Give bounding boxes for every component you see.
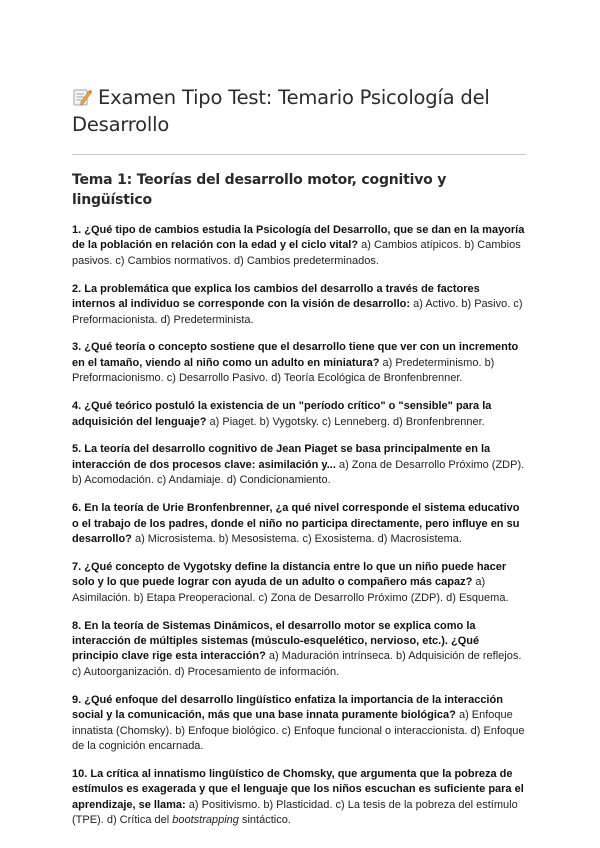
question-item xyxy=(72,399,526,430)
question-options: a) Positivismo. b) Plasticidad. c) La tesis de la pobreza del estímulo (TPE). d) Crítica del xyxy=(72,798,518,827)
question-item xyxy=(72,693,526,755)
question-item xyxy=(72,767,526,829)
question-options: a) Cambios atípicos. b) Cambios pasivos. c) Cambios normativos. d) Cambios predeterminados. xyxy=(72,239,521,267)
document-title xyxy=(72,84,526,138)
question-options: a) Activo. b) Pasivo. c) Preformacionista. d) Predeterminista. xyxy=(72,298,523,326)
question-options-tail: sintáctico. xyxy=(238,814,291,827)
question-item xyxy=(72,282,526,328)
section-heading: Tema 1: Teorías del desarrollo motor, cognitivo y lingüístico xyxy=(72,172,447,208)
question-options: a) Enfoque innatista (Chomsky). b) Enfoque biológico. c) Enfoque funcional o interaccionista. d) Enfoque de la cognición encarnada. xyxy=(72,709,525,752)
question-options: a) Microsistema. b) Mesosistema. c) Exosistema. d) Macrosistema. xyxy=(131,533,462,545)
question-list xyxy=(72,223,526,829)
question-item xyxy=(72,340,526,386)
question-item xyxy=(72,619,526,681)
question-stem: 5. La teoría del desarrollo cognitivo de Jean Piaget se basa principalmente en la interacción de dos procesos clave: asimilación y... xyxy=(72,443,491,471)
question-options: a) Piaget. b) Vygotsky. c) Lenneberg. d) Bronfenbrenner. xyxy=(206,415,485,428)
question-stem: 10. La crítica al innatismo lingüístico de Chomsky, que argumenta que la pobreza de estímulos es exagerada y que el lenguaje que los niños escuchan es suficiente para el aprendizaje, se llama: xyxy=(72,767,524,811)
question-options: a) Asimilación. b) Etapa Preoperacional. c) Zona de Desarrollo Próximo (ZDP). d) Esquema. xyxy=(72,576,509,604)
memo-icon xyxy=(72,87,92,107)
question-stem: 8. En la teoría de Sistemas Dinámicos, el desarrollo motor se explica como la interacción de múltiples sistemas (músculo-esquelético, nervioso, etc.). ¿Qué principio clave rige esta interacción? xyxy=(72,619,480,663)
question-item xyxy=(72,442,526,488)
title-text: Examen Tipo Test: Temario Psicología del Desarrollo xyxy=(72,86,490,136)
title-divider xyxy=(72,154,526,155)
question-options: a) Maduración intrínseca. b) Adquisición de reflejos. c) Autoorganización. d) Procesamiento de información. xyxy=(72,650,522,678)
question-item xyxy=(72,223,526,269)
question-stem: 7. ¿Qué concepto de Vygotsky define la distancia entre lo que un niño puede hacer solo y lo que puede lograr con ayuda de un adulto o compañero más capaz? xyxy=(72,560,507,589)
question-options-italic: bootstrapping xyxy=(172,814,239,827)
question-stem: 2. La problemática que explica los cambios del desarrollo a través de factores internos al individuo se corresponde con la visión de desarrollo: xyxy=(72,282,480,311)
question-stem: 1. ¿Qué tipo de cambios estudia la Psicología del Desarrollo, que se dan en la mayoría de la población en relación con la edad y el ciclo vital? xyxy=(72,224,525,252)
question-stem: 9. ¿Qué enfoque del desarrollo lingüístico enfatiza la importancia de la interacción social y la comunicación, más que una base innata puramente biológica? xyxy=(72,693,503,722)
question-options: a) Zona de Desarrollo Próximo (ZDP). b) Acomodación. c) Andamiaje. d) Condicionamiento. xyxy=(72,458,525,487)
question-stem: 4. ¿Qué teórico postuló la existencia de un "período crítico" o "sensible" para la adquisición del lenguaje? xyxy=(72,400,492,428)
question-options: a) Predeterminismo. b) Preformacionismo. c) Desarrollo Pasivo. d) Teoría Ecológica de Bronfenbrenner. xyxy=(72,356,495,385)
question-item xyxy=(72,501,526,547)
question-stem: 3. ¿Qué teoría o concepto sostiene que el desarrollo tiene que ver con un incremento en el tamaño, viendo al niño como un adulto en miniatura? xyxy=(72,341,519,369)
question-item xyxy=(72,560,526,606)
question-stem: 6. En la teoría de Urie Bronfenbrenner, ¿a qué nivel corresponde el sistema educativo o el trabajo de los padres, donde el niño no participa directamente, pero influye en su desarrollo? xyxy=(72,502,520,545)
